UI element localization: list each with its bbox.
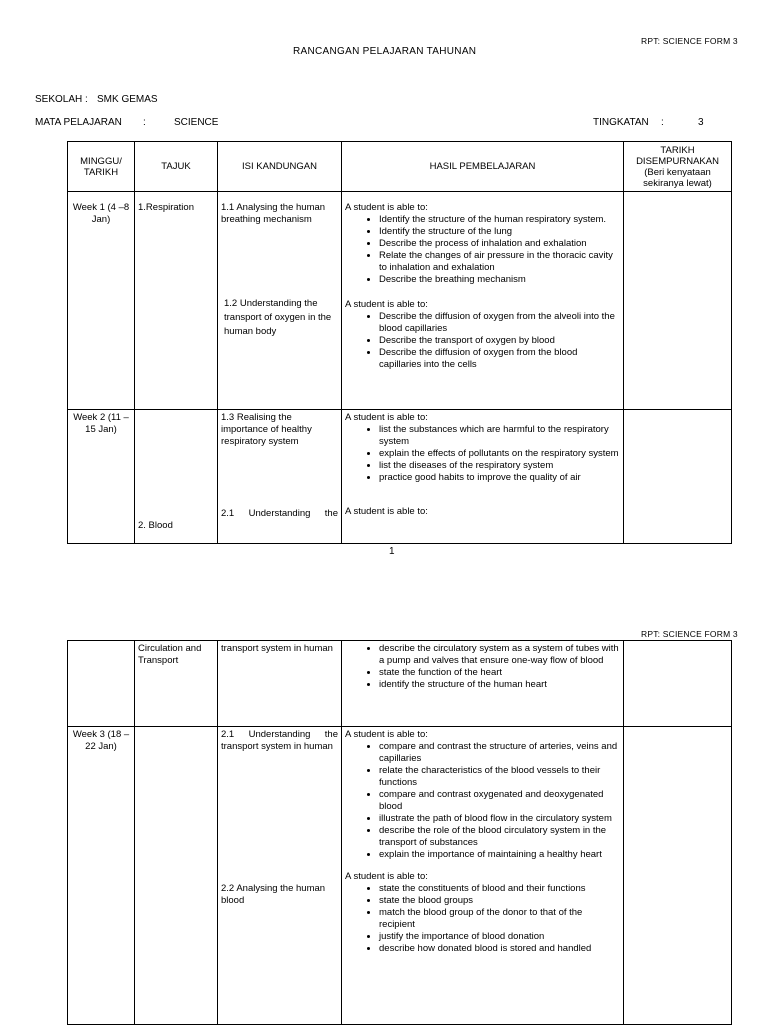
week1-intro-1: A student is able to: xyxy=(345,202,428,213)
week3-isi xyxy=(218,727,342,1025)
table-header-row xyxy=(68,142,732,192)
table-row-week1 xyxy=(68,192,732,410)
list-item: • Describe the diffusion of oxygen from the blood capillaries into the cells xyxy=(379,347,620,371)
list-item: • describe the circulatory system as a system of tubes with a pump and valves that ensure one-way flow of blood xyxy=(379,643,620,667)
table-row-continued xyxy=(68,641,732,727)
list-item: • practice good habits to improve the quality of air xyxy=(379,472,620,484)
week1-intro-2: A student is able to: xyxy=(345,299,428,310)
list-item: • state the function of the heart xyxy=(379,667,620,679)
list-item: • Describe the transport of oxygen by blood xyxy=(379,335,620,347)
list-item: • state the blood groups xyxy=(379,895,620,907)
week3-intro-1: A student is able to: xyxy=(345,729,428,740)
week2-isi-1: 1.3 Realising the importance of healthy respiratory system xyxy=(221,412,312,447)
tingkatan-label: TINGKATAN xyxy=(593,117,649,128)
cont-minggu xyxy=(68,641,135,727)
week3-hasil xyxy=(342,727,624,1025)
lesson-plan-table-page2 xyxy=(67,640,732,1025)
week3-tarikh xyxy=(624,727,732,1025)
list-item: • Describe the diffusion of oxygen from the alveoli into the blood capillaries xyxy=(379,311,620,335)
tingkatan-colon: : xyxy=(661,117,664,128)
week3-list-1 xyxy=(345,741,620,861)
week3-intro-2: A student is able to: xyxy=(345,871,428,882)
week2-isi-2: 2.1 Understanding the xyxy=(221,508,338,519)
week3-isi-2: 2.2 Analysing the human blood xyxy=(221,883,326,906)
mata-pelajaran-label: MATA PELAJARAN xyxy=(35,117,122,128)
list-item: • illustrate the path of blood flow in the circulatory system xyxy=(379,813,620,825)
list-item: • state the constituents of blood and their functions xyxy=(379,883,620,895)
table-row-week3 xyxy=(68,727,732,1025)
week1-isi-1: 1.1 Analysing the human breathing mechanism xyxy=(221,202,326,225)
list-item: • Relate the changes of air pressure in the thoracic cavity to inhalation and exhalation xyxy=(379,250,620,274)
week1-tarikh xyxy=(624,192,732,410)
document-title: RANCANGAN PELAJARAN TAHUNAN xyxy=(293,46,477,57)
week2-tajuk xyxy=(135,410,218,544)
list-item: • Identify the structure of the human respiratory system. xyxy=(379,214,620,226)
list-item: • relate the characteristics of the blood vessels to their functions xyxy=(379,765,620,789)
week2-minggu: Week 2 (11 – 15 Jan) xyxy=(68,410,135,544)
list-item: • list the substances which are harmful to the respiratory system xyxy=(379,424,620,448)
list-item: • identify the structure of the human heart xyxy=(379,679,620,691)
mata-pelajaran-colon: : xyxy=(143,117,146,128)
week2-intro: A student is able to: xyxy=(345,412,428,423)
cont-tarikh xyxy=(624,641,732,727)
list-item: • list the diseases of the respiratory system xyxy=(379,460,620,472)
week1-isi-2: 1.2 Understanding the transport of oxygen in the human body xyxy=(224,298,332,337)
week3-list-2 xyxy=(345,883,620,955)
week2-tajuk-2: 2. Blood xyxy=(138,520,173,531)
list-item: • justify the importance of blood donation xyxy=(379,931,620,943)
week1-list-2 xyxy=(345,311,620,371)
list-item: • explain the importance of maintaining a healthy heart xyxy=(379,849,620,861)
lesson-plan-table-page1 xyxy=(67,141,732,544)
week3-isi-1: 2.1 Understanding the transport system in human xyxy=(221,729,338,752)
week1-minggu: Week 1 (4 –8 Jan) xyxy=(68,192,135,410)
page-number: 1 xyxy=(389,546,395,557)
week2-tarikh xyxy=(624,410,732,544)
header-hasil-pembelajaran: HASIL PEMBELAJARAN xyxy=(342,142,624,192)
mata-pelajaran-value: SCIENCE xyxy=(174,117,219,128)
week3-minggu: Week 3 (18 – 22 Jan) xyxy=(68,727,135,1025)
header-minggu: MINGGU/ TARIKH xyxy=(68,142,135,192)
list-item: • describe the role of the blood circulatory system in the transport of substances xyxy=(379,825,620,849)
header-tarikh: TARIKH DISEMPURNAKAN (Beri kenyataan sekiranya lewat) xyxy=(624,142,732,192)
week2-hasil xyxy=(342,410,624,544)
week1-list-1 xyxy=(345,214,620,286)
list-item: • Describe the breathing mechanism xyxy=(379,274,620,286)
cont-list xyxy=(345,643,620,691)
rpt-label: RPT: SCIENCE FORM 3 xyxy=(641,36,738,46)
week1-isi xyxy=(218,192,342,410)
week2-intro-2: A student is able to: xyxy=(345,506,428,517)
header-tajuk: TAJUK xyxy=(135,142,218,192)
cont-tajuk: Circulation and Transport xyxy=(135,641,218,727)
list-item: • explain the effects of pollutants on the respiratory system xyxy=(379,448,620,460)
cont-isi: transport system in human xyxy=(218,641,342,727)
list-item: • Describe the process of inhalation and exhalation xyxy=(379,238,620,250)
rpt-label-page2: RPT: SCIENCE FORM 3 xyxy=(641,629,738,639)
list-item: • match the blood group of the donor to that of the recipient xyxy=(379,907,620,931)
sekolah-value: SMK GEMAS xyxy=(97,94,158,105)
week3-tajuk xyxy=(135,727,218,1025)
list-item: • compare and contrast the structure of arteries, veins and capillaries xyxy=(379,741,620,765)
header-isi-kandungan: ISI KANDUNGAN xyxy=(218,142,342,192)
cont-hasil xyxy=(342,641,624,727)
table-row-week2 xyxy=(68,410,732,544)
tingkatan-value: 3 xyxy=(698,117,704,128)
sekolah-label: SEKOLAH : xyxy=(35,94,88,105)
week2-list xyxy=(345,424,620,484)
week2-isi xyxy=(218,410,342,544)
list-item: • describe how donated blood is stored and handled xyxy=(379,943,620,955)
list-item: • compare and contrast oxygenated and deoxygenated blood xyxy=(379,789,620,813)
week1-hasil xyxy=(342,192,624,410)
list-item: • Identify the structure of the lung xyxy=(379,226,620,238)
week1-tajuk: 1.Respiration xyxy=(135,192,218,410)
